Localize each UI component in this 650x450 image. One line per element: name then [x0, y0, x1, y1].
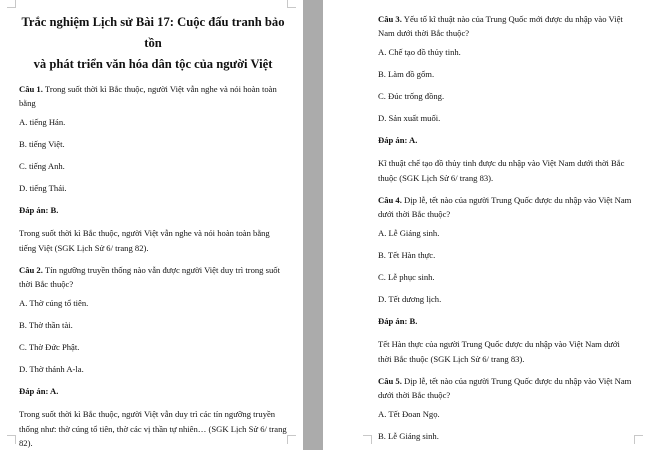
question-number: Câu 4.	[378, 195, 402, 205]
question-text: Dịp lễ, tết nào của người Trung Quốc được du nhập vào Việt Nam dưới thời Bắc thuộc?	[378, 195, 632, 219]
option-a: A. Thờ cúng tổ tiên.	[19, 298, 89, 308]
margin-corner-mark	[634, 435, 643, 444]
option-d: D. tiếng Thái.	[19, 183, 67, 193]
page-gap	[303, 0, 323, 450]
margin-corner-mark	[7, 435, 16, 444]
margin-corner-mark	[7, 0, 16, 8]
title-line-1: Trắc nghiệm Lịch sử Bài 17: Cuộc đấu tranh bảo tồn	[21, 15, 285, 50]
answer-explanation: Trong suốt thời kì Bắc thuộc, người Việt vẫn nghe và nói hoàn toàn bằng tiếng Việt (SGK Lịch Sử 6/ trang 82).	[19, 228, 270, 253]
question-2	[19, 263, 287, 291]
question-number: Câu 3.	[378, 14, 402, 24]
question-text: Tín ngưỡng truyền thống nào vẫn được người Việt duy trì trong suốt thời Bắc thuộc?	[19, 265, 280, 289]
answer-label: Đáp án: B.	[19, 205, 59, 215]
option-c: C. Thờ Đức Phật.	[19, 342, 80, 352]
option-b: B. Tết Hàn thực.	[378, 250, 436, 260]
option-d: D. Thờ thánh A-la.	[19, 364, 84, 374]
margin-corner-mark	[363, 435, 372, 444]
option-d: D. Tết dương lịch.	[378, 294, 442, 304]
question-4	[378, 193, 632, 221]
question-text: Dịp lễ, tết nào của người Trung Quốc được du nhập vào Việt Nam dưới thời Bắc thuộc?	[378, 376, 632, 400]
option-b: B. tiếng Việt.	[19, 139, 65, 149]
title-line-2: và phát triển văn hóa dân tộc của người Việt	[33, 57, 273, 71]
margin-corner-mark	[287, 435, 296, 444]
question-text: Trong suốt thời kì Bắc thuộc, người Việt vẫn nghe và nói hoàn toàn bằng	[19, 84, 277, 108]
option-d: D. Sản xuất muối.	[378, 113, 441, 123]
document-page-right	[323, 0, 650, 450]
answer-label: Đáp án: B.	[378, 316, 418, 326]
option-b: B. Thờ thần tài.	[19, 320, 73, 330]
question-text: Yếu tố kĩ thuật nào của Trung Quốc mới được du nhập vào Việt Nam dưới thời Bắc thuộc?	[378, 14, 623, 38]
answer-label: Đáp án: A.	[378, 135, 418, 145]
answer-explanation: Kĩ thuật chế tạo đồ thủy tinh được du nhập vào Việt Nam dưới thời Bắc thuộc (SGK Lịch Sử 6/ trang 83).	[378, 158, 625, 183]
margin-corner-mark	[287, 0, 296, 8]
option-b: B. Làm đồ gốm.	[378, 69, 435, 79]
answer-explanation: Tết Hàn thực của người Trung Quốc được du nhập vào Việt Nam dưới thời Bắc thuộc (SGK Lịch Sử 6/ trang 83).	[378, 339, 620, 364]
question-5	[378, 374, 632, 402]
question-number: Câu 1.	[19, 84, 43, 94]
question-3	[378, 12, 632, 40]
option-c: C. tiếng Anh.	[19, 161, 65, 171]
option-a: A. tiếng Hán.	[19, 117, 66, 127]
question-number: Câu 2.	[19, 265, 43, 275]
option-c: C. Lễ phục sinh.	[378, 272, 435, 282]
option-a: A. Lễ Giáng sinh.	[378, 228, 440, 238]
answer-label: Đáp án: A.	[19, 386, 59, 396]
option-c: C. Đúc trống đồng.	[378, 91, 445, 101]
document-page-left	[0, 0, 303, 450]
document-title	[19, 12, 287, 75]
option-b: B. Lễ Giáng sinh.	[378, 431, 439, 441]
option-a: A. Chế tạo đồ thủy tinh.	[378, 47, 461, 57]
question-1	[19, 82, 287, 110]
question-number: Câu 5.	[378, 376, 402, 386]
answer-explanation: Trong suốt thời kì Bắc thuộc, người Việt vẫn duy trì các tín ngưỡng truyền thống như: thờ cúng tổ tiên, thờ các vị thần tự nhiên… (SGK Lịch Sử 6/ trang 82).	[19, 409, 287, 448]
option-a: A. Tết Đoan Ngọ.	[378, 409, 440, 419]
